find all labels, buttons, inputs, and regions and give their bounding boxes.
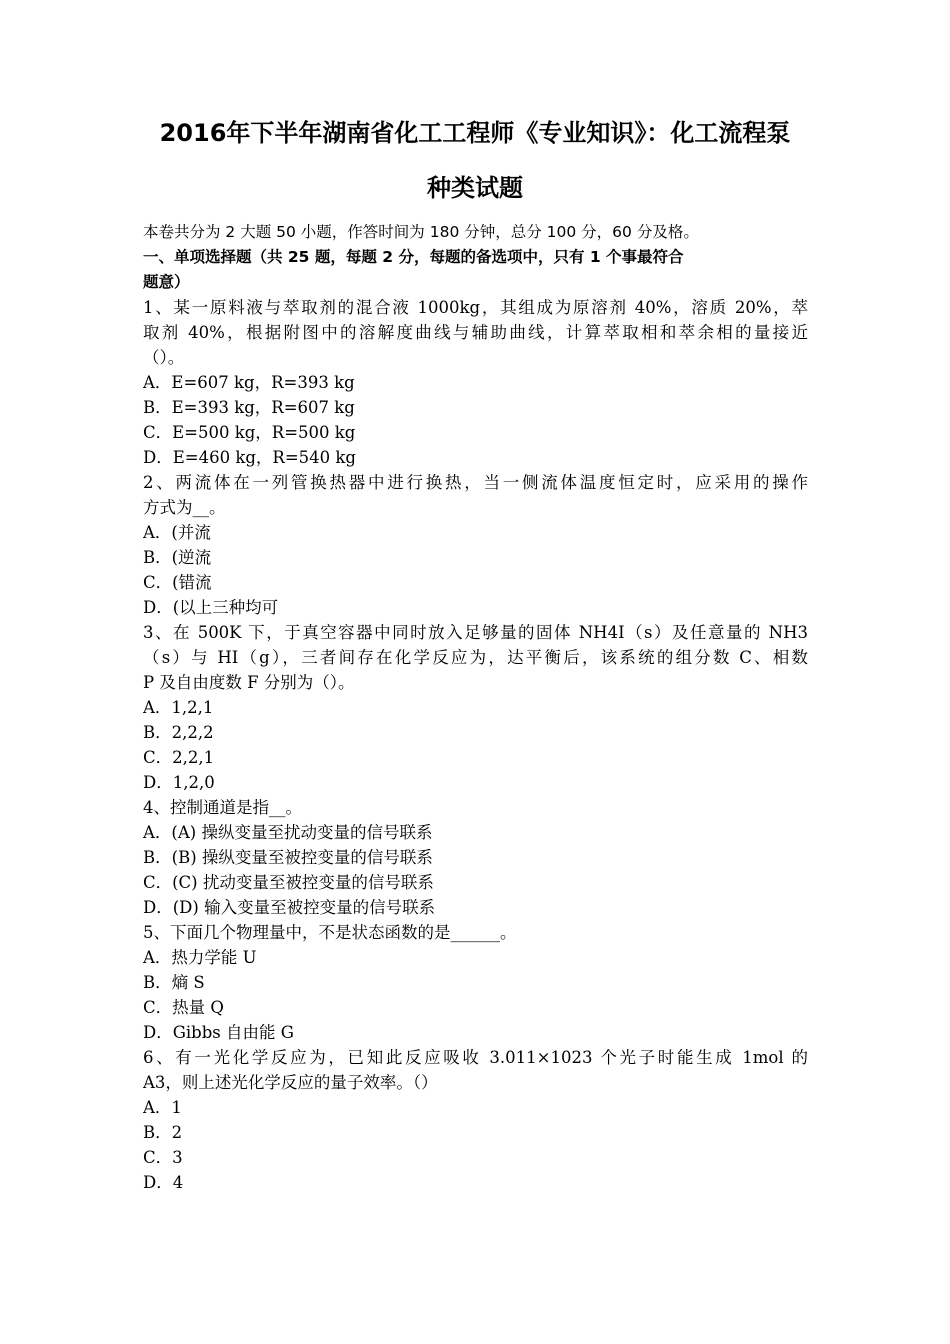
answer-option: B．(B) 操纵变量至被控变量的信号联系 (143, 848, 433, 867)
question-1 (143, 295, 808, 470)
question-text-line: 5、下面几个物理量中，不是状态函数的是______。 (143, 923, 517, 942)
question-3 (143, 620, 808, 795)
question-text-line: （）。 (143, 348, 185, 367)
question-6 (143, 1045, 808, 1195)
question-text-line: A3，则上述光化学反应的量子效率。（） (143, 1073, 438, 1092)
answer-option: D．E=460 kg，R=540 kg (143, 448, 356, 467)
question-text-line: P 及自由度数 F 分别为（）。 (143, 673, 355, 692)
answer-option: B．熵 S (143, 973, 205, 992)
answer-option: B．2 (143, 1123, 183, 1142)
answer-option: A．(并流 (143, 523, 211, 542)
question-2 (143, 470, 808, 620)
question-text-line: 方式为__。 (143, 498, 226, 517)
question-text-line: 4、控制通道是指__。 (143, 798, 302, 817)
section-heading-line-2: 题意） (143, 273, 190, 291)
question-text-line: 取剂 40%，根据附图中的溶解度曲线与辅助曲线，计算萃取相和萃余相的量接近 (143, 323, 808, 342)
question-text-line: 6、有一光化学反应为，已知此反应吸收 3.011×1023 个光子时能生成 1mol 的 (143, 1048, 808, 1067)
question-text-line: （s）与 HI（g），三者间存在化学反应为，达平衡后，该系统的组分数 C、相数 (143, 648, 808, 667)
answer-option: C．(错流 (143, 573, 212, 592)
question-text-line: 2、两流体在一列管换热器中进行换热，当一侧流体温度恒定时，应采用的操作 (143, 473, 808, 492)
answer-option: C．(C) 扰动变量至被控变量的信号联系 (143, 873, 434, 892)
exam-intro: 本卷共分为 2 大题 50 小题，作答时间为 180 分钟，总分 100 分，60 分及格。 (143, 223, 699, 241)
question-text-line: 3、在 500K 下，于真空容器中同时放入足够量的固体 NH4I（s）及任意量的 NH3 (143, 623, 808, 642)
answer-option: A．E=607 kg，R=393 kg (143, 373, 355, 392)
answer-option: A．(A) 操纵变量至扰动变量的信号联系 (143, 823, 433, 842)
answer-option: D．1,2,0 (143, 773, 215, 792)
answer-option: A．1,2,1 (143, 698, 214, 717)
document-body (143, 220, 808, 1195)
answer-option: C．E=500 kg，R=500 kg (143, 423, 356, 442)
answer-option: A．热力学能 U (143, 948, 257, 967)
answer-option: D．Gibbs 自由能 G (143, 1023, 294, 1042)
answer-option: A．1 (143, 1098, 182, 1117)
answer-option: D．(D) 输入变量至被控变量的信号联系 (143, 898, 436, 917)
section-heading-line-1: 一、单项选择题（共 25 题，每题 2 分，每题的备选项中，只有 1 个事最符合 (143, 248, 684, 266)
question-4 (143, 795, 808, 920)
document-title-line-1: 2016年下半年湖南省化工工程师《专业知识》：化工流程泵 (159, 119, 791, 147)
answer-option: D．4 (143, 1173, 184, 1192)
answer-option: B．E=393 kg，R=607 kg (143, 398, 355, 417)
answer-option: B．(逆流 (143, 548, 212, 567)
document-title-line-2: 种类试题 (427, 174, 523, 202)
answer-option: D．(以上三种均可 (143, 598, 279, 617)
answer-option: C．3 (143, 1148, 183, 1167)
answer-option: C．热量 Q (143, 998, 224, 1017)
answer-option: C．2,2,1 (143, 748, 215, 767)
question-text-line: 1、某一原料液与萃取剂的混合液 1000kg，其组成为原溶剂 40%，溶质 20%，萃 (143, 298, 808, 317)
question-5 (143, 920, 808, 1045)
answer-option: B．2,2,2 (143, 723, 214, 742)
